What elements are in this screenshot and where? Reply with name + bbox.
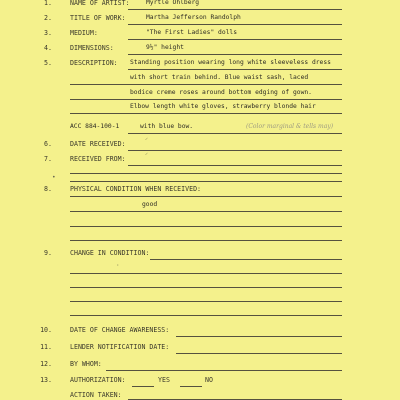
- description-line-4: Elbow length white gloves, strawberry blonde hair: [130, 103, 316, 110]
- by-whom-line: [106, 370, 342, 371]
- date-change-label: DATE OF CHANGE AWARENESS:: [70, 326, 170, 334]
- accession-number: ACC 884-100-1: [70, 123, 120, 130]
- description-rule-3: [70, 99, 342, 100]
- physical-condition-line-4: [70, 240, 342, 241]
- tick-mark: ⸍: [145, 137, 149, 144]
- dimensions-value: 9½" height: [146, 44, 184, 51]
- dot-mark-2: ·: [116, 262, 120, 269]
- change-in-condition-label: CHANGE IN CONDITION:: [70, 249, 150, 257]
- change-in-condition-line-3: [70, 287, 342, 288]
- title-label: TITLE OF WORK:: [70, 14, 126, 22]
- item-number-medium: 3.: [44, 29, 52, 37]
- description-line-5: with blue bow.: [140, 123, 194, 130]
- authorization-label: AUTHORIZATION:: [70, 376, 126, 384]
- received-from-line-2: [70, 173, 342, 174]
- item-number-lender-notification: 11.: [40, 343, 52, 351]
- action-taken-label: ACTION TAKEN:: [70, 391, 122, 399]
- change-in-condition-line-5: [70, 315, 342, 316]
- artist-label: NAME OF ARTIST:: [70, 0, 130, 7]
- artist-line: [128, 9, 342, 10]
- item-number-received-from: 7.: [44, 155, 52, 163]
- description-rule-5: [128, 133, 342, 134]
- item-number-change-in-condition: 9.: [44, 249, 52, 257]
- item-number-date-change: 10.: [40, 326, 52, 334]
- item-number-physical-condition: 8.: [44, 185, 52, 193]
- item-number-by-whom: 12.: [40, 360, 52, 368]
- title-line: [128, 24, 342, 25]
- description-label: DESCRIPTION:: [70, 59, 118, 67]
- item-number-artist: 1.: [44, 0, 52, 7]
- physical-condition-line-3: [70, 226, 342, 227]
- item-number-description: 5.: [44, 59, 52, 67]
- lender-notification-line: [176, 353, 342, 354]
- handwritten-note: (Color marginal & tells may): [246, 123, 334, 130]
- received-from-line-1: [128, 165, 342, 166]
- item-number-authorization: 13.: [40, 376, 52, 384]
- description-line-1: Standing position wearing long white sleeveless dress: [130, 59, 331, 66]
- change-in-condition-line-1: [150, 259, 342, 260]
- date-change-line: [176, 336, 342, 337]
- date-received-line: [128, 150, 342, 151]
- physical-condition-label: PHYSICAL CONDITION WHEN RECEIVED:: [70, 185, 202, 193]
- lender-notification-label: LENDER NOTIFICATION DATE:: [70, 343, 170, 351]
- received-from-label: RECEIVED FROM:: [70, 155, 126, 163]
- item-number-dimensions: 4.: [44, 44, 52, 52]
- authorization-yes-line: [132, 386, 154, 387]
- received-from-line-3: [70, 181, 342, 182]
- physical-condition-line-1: [70, 196, 342, 197]
- date-received-label: DATE RECEIVED:: [70, 140, 126, 148]
- authorization-no-line: [180, 386, 202, 387]
- physical-condition-value: good: [142, 201, 158, 208]
- change-in-condition-line-2: [70, 273, 342, 274]
- authorization-yes-label: YES: [158, 376, 170, 384]
- medium-line: [128, 39, 342, 40]
- description-rule-1: [128, 69, 342, 70]
- description-rule-2: [70, 84, 342, 85]
- title-value: Martha Jefferson Randolph: [146, 14, 241, 21]
- dimensions-label: DIMENSIONS:: [70, 44, 114, 52]
- artist-value: Myrtle Ohlberg: [146, 0, 200, 6]
- description-line-3: bodice creme roses around bottom edging of gown.: [130, 89, 312, 96]
- description-line-2: with short train behind. Blue waist sash, laced: [130, 74, 309, 81]
- dimensions-line: [128, 54, 342, 55]
- tick-mark-2: ⸍: [145, 152, 149, 159]
- item-number-date-received: 6.: [44, 140, 52, 148]
- medium-value: "The First Ladies" dolls: [146, 29, 237, 36]
- medium-label: MEDIUM:: [70, 29, 98, 37]
- change-in-condition-line-4: [70, 301, 342, 302]
- physical-condition-line-2: [70, 211, 342, 212]
- description-rule-4: [70, 113, 342, 114]
- authorization-no-label: NO: [205, 376, 213, 384]
- by-whom-label: BY WHOM:: [70, 360, 102, 368]
- item-number-title: 2.: [44, 14, 52, 22]
- dot-mark: •: [52, 174, 56, 181]
